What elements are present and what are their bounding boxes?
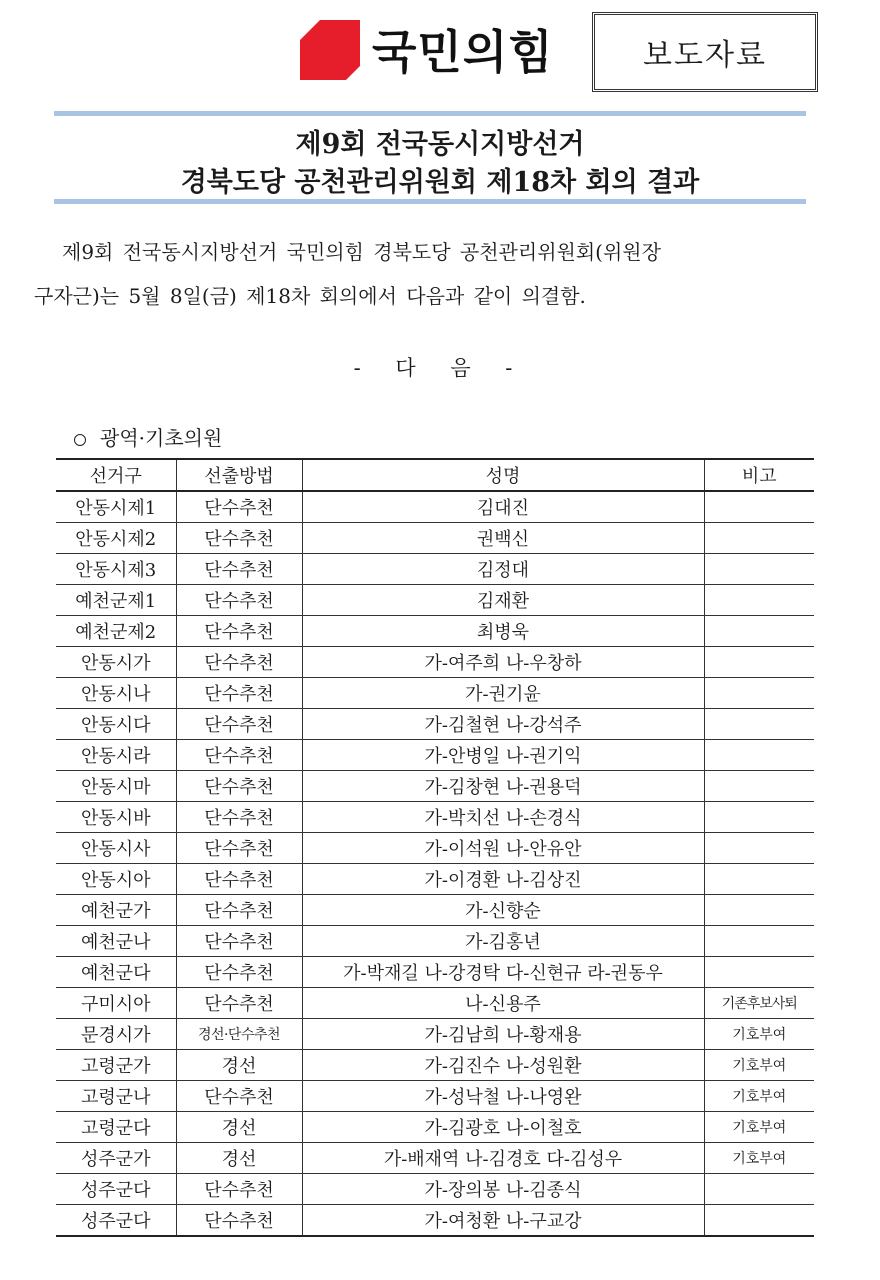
district-cell: 문경시가 <box>56 1019 176 1050</box>
names-cell: 권백신 <box>302 523 704 554</box>
district-cell: 안동시제2 <box>56 523 176 554</box>
note-cell <box>704 740 814 771</box>
note-cell: 기호부여 <box>704 1112 814 1143</box>
district-cell: 안동시가 <box>56 647 176 678</box>
method-cell: 단수추천 <box>176 988 302 1019</box>
note-cell <box>704 709 814 740</box>
method-cell: 단수추천 <box>176 833 302 864</box>
names-cell: 가-이석원 나-안유안 <box>302 833 704 864</box>
district-cell: 안동시사 <box>56 833 176 864</box>
names-cell: 최병욱 <box>302 616 704 647</box>
names-cell: 가-안병일 나-권기익 <box>302 740 704 771</box>
method-cell: 단수추천 <box>176 491 302 523</box>
note-cell <box>704 1174 814 1205</box>
method-cell: 단수추천 <box>176 926 302 957</box>
note-cell <box>704 926 814 957</box>
district-cell: 안동시제3 <box>56 554 176 585</box>
document-title-line1: 제9회 전국동시지방선거 <box>295 129 585 160</box>
header-district: 선거구 <box>56 459 176 491</box>
method-cell: 단수추천 <box>176 864 302 895</box>
table-row <box>56 1174 814 1205</box>
method-cell: 단수추천 <box>176 523 302 554</box>
note-cell <box>704 491 814 523</box>
names-cell: 김정대 <box>302 554 704 585</box>
document-title-line2: 경북도당 공천관리위원회 제18차 회의 결과 <box>180 167 700 198</box>
names-cell: 가-여주희 나-우창하 <box>302 647 704 678</box>
table-row <box>56 647 814 678</box>
names-cell: 나-신용주 <box>302 988 704 1019</box>
circle-bullet-icon <box>74 434 86 446</box>
names-cell: 가-김홍년 <box>302 926 704 957</box>
district-cell: 성주군다 <box>56 1174 176 1205</box>
intro-line2: 구자근)는 5월 8일(금) 제18차 회의에서 다음과 같이 의결함. <box>34 284 586 308</box>
method-cell: 단수추천 <box>176 585 302 616</box>
note-cell <box>704 647 814 678</box>
section-heading <box>74 422 222 451</box>
district-cell: 안동시아 <box>56 864 176 895</box>
table-row <box>56 1050 814 1081</box>
header-note: 비고 <box>704 459 814 491</box>
method-cell: 단수추천 <box>176 647 302 678</box>
press-release-label: 보도자료 <box>592 12 818 92</box>
district-cell: 안동시다 <box>56 709 176 740</box>
table-row <box>56 926 814 957</box>
header-method: 선출방법 <box>176 459 302 491</box>
table-row <box>56 1019 814 1050</box>
table-row <box>56 988 814 1019</box>
names-cell: 가-박치선 나-손경식 <box>302 802 704 833</box>
note-cell <box>704 554 814 585</box>
district-cell: 예천군제1 <box>56 585 176 616</box>
names-cell: 가-이경환 나-김상진 <box>302 864 704 895</box>
table-row <box>56 1143 814 1174</box>
district-cell: 안동시제1 <box>56 491 176 523</box>
names-cell: 가-성낙철 나-나영완 <box>302 1081 704 1112</box>
table-row <box>56 1081 814 1112</box>
names-cell: 가-김광호 나-이철호 <box>302 1112 704 1143</box>
method-cell: 단수추천 <box>176 957 302 988</box>
note-cell: 기존후보사퇴 <box>704 988 814 1019</box>
note-cell <box>704 678 814 709</box>
method-cell: 단수추천 <box>176 771 302 802</box>
district-cell: 예천군나 <box>56 926 176 957</box>
names-cell: 가-여청환 나-구교강 <box>302 1205 704 1237</box>
names-cell: 김재환 <box>302 585 704 616</box>
method-cell: 단수추천 <box>176 1081 302 1112</box>
names-cell: 가-김남희 나-황재용 <box>302 1019 704 1050</box>
table-row <box>56 802 814 833</box>
method-cell: 경선·단수추천 <box>176 1019 302 1050</box>
district-cell: 안동시나 <box>56 678 176 709</box>
district-cell: 성주군가 <box>56 1143 176 1174</box>
party-logo-icon <box>300 20 360 80</box>
note-cell <box>704 523 814 554</box>
method-cell: 경선 <box>176 1112 302 1143</box>
header-names: 성명 <box>302 459 704 491</box>
table-row <box>56 678 814 709</box>
method-cell: 단수추천 <box>176 616 302 647</box>
note-cell <box>704 833 814 864</box>
table-row <box>56 523 814 554</box>
note-cell <box>704 864 814 895</box>
note-cell <box>704 895 814 926</box>
table-row <box>56 740 814 771</box>
note-cell: 기호부여 <box>704 1019 814 1050</box>
note-cell: 기호부여 <box>704 1050 814 1081</box>
table-row <box>56 833 814 864</box>
district-cell: 안동시바 <box>56 802 176 833</box>
district-cell: 예천군다 <box>56 957 176 988</box>
table-row <box>56 616 814 647</box>
note-cell <box>704 802 814 833</box>
method-cell: 경선 <box>176 1050 302 1081</box>
names-cell: 가-김창현 나-권용덕 <box>302 771 704 802</box>
separator-heading: - 다 음 - <box>353 356 527 380</box>
method-cell: 단수추천 <box>176 1174 302 1205</box>
table-row <box>56 1112 814 1143</box>
district-cell: 안동시라 <box>56 740 176 771</box>
district-cell: 성주군다 <box>56 1205 176 1237</box>
note-cell: 기호부여 <box>704 1081 814 1112</box>
note-cell <box>704 616 814 647</box>
nomination-table <box>56 458 814 1237</box>
names-cell: 가-장의봉 나-김종식 <box>302 1174 704 1205</box>
names-cell: 가-배재역 나-김경호 다-김성우 <box>302 1143 704 1174</box>
title-bottom-rule <box>54 199 806 204</box>
method-cell: 단수추천 <box>176 709 302 740</box>
district-cell: 안동시마 <box>56 771 176 802</box>
district-cell: 예천군제2 <box>56 616 176 647</box>
district-cell: 예천군가 <box>56 895 176 926</box>
names-cell: 김대진 <box>302 491 704 523</box>
table-row <box>56 895 814 926</box>
note-cell: 기호부여 <box>704 1143 814 1174</box>
table-row <box>56 864 814 895</box>
district-cell: 고령군나 <box>56 1081 176 1112</box>
names-cell: 가-권기윤 <box>302 678 704 709</box>
party-logo-text: 국민의힘 <box>372 25 554 79</box>
section-title: 광역·기초의원 <box>100 426 223 450</box>
table-row <box>56 771 814 802</box>
title-top-rule <box>54 111 806 116</box>
note-cell <box>704 957 814 988</box>
district-cell: 고령군다 <box>56 1112 176 1143</box>
note-cell <box>704 771 814 802</box>
table-body <box>56 491 814 1236</box>
table-header-row <box>56 459 814 491</box>
names-cell: 가-김진수 나-성원환 <box>302 1050 704 1081</box>
method-cell: 단수추천 <box>176 802 302 833</box>
table-row <box>56 709 814 740</box>
table-row <box>56 491 814 523</box>
table-row <box>56 554 814 585</box>
names-cell: 가-신향순 <box>302 895 704 926</box>
intro-line1: 제9회 전국동시지방선거 국민의힘 경북도당 공천관리위원회(위원장 <box>62 240 661 264</box>
table-row <box>56 957 814 988</box>
method-cell: 단수추천 <box>176 678 302 709</box>
method-cell: 단수추천 <box>176 554 302 585</box>
names-cell: 가-김철현 나-강석주 <box>302 709 704 740</box>
intro-paragraph <box>34 230 834 318</box>
method-cell: 단수추천 <box>176 1205 302 1237</box>
table-row <box>56 585 814 616</box>
method-cell: 경선 <box>176 1143 302 1174</box>
names-cell: 가-박재길 나-강경탁 다-신현규 라-권동우 <box>302 957 704 988</box>
note-cell <box>704 1205 814 1237</box>
note-cell <box>704 585 814 616</box>
table-row <box>56 1205 814 1237</box>
method-cell: 단수추천 <box>176 740 302 771</box>
district-cell: 고령군가 <box>56 1050 176 1081</box>
method-cell: 단수추천 <box>176 895 302 926</box>
district-cell: 구미시아 <box>56 988 176 1019</box>
